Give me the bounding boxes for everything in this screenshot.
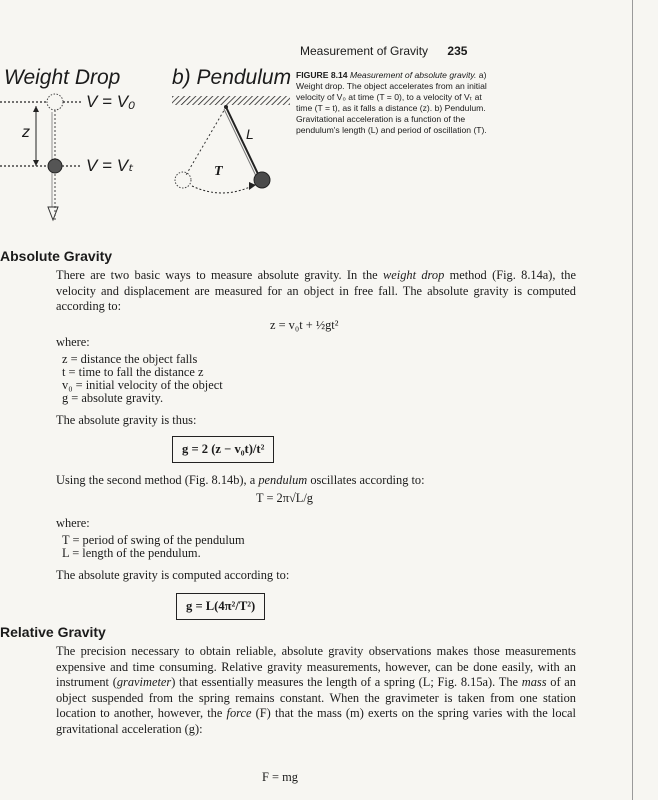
computed-line: The absolute gravity is computed according to:	[56, 568, 290, 582]
equation-free-fall: z = v₀t + ½gt²	[270, 318, 339, 332]
pendulum-definitions	[62, 534, 245, 560]
definition-g: g = absolute gravity.	[62, 391, 164, 405]
label-initial-velocity: V = V₀	[86, 92, 136, 111]
boxed-equation-pendulum: g = L(4π²/T²)	[176, 593, 265, 620]
page-number: 235	[447, 44, 468, 58]
caption-title: Measurement of absolute gravity.	[349, 70, 477, 80]
definition-length: L = length of the pendulum.	[62, 546, 201, 560]
caption-part-a: a) Weight drop. The object accelerates from an initial velocity of V₀ at time (T = 0), to a velocity of Vₜ at time (T = t), as it falls a distance (z).	[296, 70, 487, 113]
figure-label-weight-drop: Weight Drop	[4, 66, 121, 89]
absolute-intro-paragraph: There are two basic ways to measure absolute gravity. In the weight drop method (Fig. 8.14a), the velocity and displacement are measured for an object in free fall. The absolute gravity is computed according to:	[56, 268, 576, 313]
initial-mass-outline	[47, 94, 63, 110]
figure-caption	[296, 70, 496, 136]
pendulum-support	[172, 96, 290, 105]
definition-period: T = period of swing of the pendulum	[62, 533, 245, 547]
equation-force: F = mg	[262, 770, 298, 784]
page-edge-rule	[632, 0, 633, 800]
running-header	[300, 44, 467, 58]
label-final-velocity: V = Vₜ	[86, 156, 134, 175]
boxed-equation-weight-drop: g = 2 (z − v₀t)/t²	[172, 436, 274, 463]
label-period-t: T	[214, 164, 223, 179]
variable-definitions	[62, 353, 223, 405]
relative-paragraph: The precision necessary to obtain reliable, absolute gravity observations makes those measurements expensive and time consuming. Relative gravity measurements, however, can be done easily, with an instrument (gravimeter) that essentially measures the length of a spring (L; Fig. 8.15a). The mass of an object suspended from the spring remains constant. When the gravimeter is taken from one station location to another, however, the force (F) that the mass (m) exerts on the spring varies with the local gravitational acceleration (g):	[56, 644, 576, 736]
falling-mass	[48, 159, 62, 173]
equation-pendulum-period: T = 2π√L/g	[256, 491, 313, 505]
where-label: where:	[56, 335, 90, 349]
caption-part-b: b) Pendulum. Gravitational acceleration is a function of the pendulum's length (L) and period of oscillation (T).	[296, 103, 487, 135]
fall-arrow-icon	[48, 207, 58, 220]
second-method-line: Using the second method (Fig. 8.14b), a pendulum oscillates according to:	[56, 473, 425, 487]
label-length-l: L	[246, 126, 254, 142]
caption-number: FIGURE 8.14	[296, 70, 348, 80]
heading-absolute-gravity: Absolute Gravity	[0, 248, 113, 264]
figure-label-pendulum: b) Pendulum	[172, 66, 292, 89]
thus-line: The absolute gravity is thus:	[56, 413, 197, 427]
pendulum-bob-start	[175, 172, 191, 188]
figure-8-14-illustration	[0, 82, 296, 232]
definition-v0: v₀ = initial velocity of the object	[62, 378, 223, 392]
heading-relative-gravity: Relative Gravity	[0, 624, 106, 640]
definition-t: t = time to fall the distance z	[62, 365, 204, 379]
swing-arc	[192, 186, 252, 193]
header-title: Measurement of Gravity	[300, 44, 429, 58]
label-distance-z: z	[22, 124, 30, 141]
pendulum-bob	[254, 172, 270, 188]
where-label-2: where:	[56, 516, 90, 530]
definition-z: z = distance the object falls	[62, 352, 198, 366]
